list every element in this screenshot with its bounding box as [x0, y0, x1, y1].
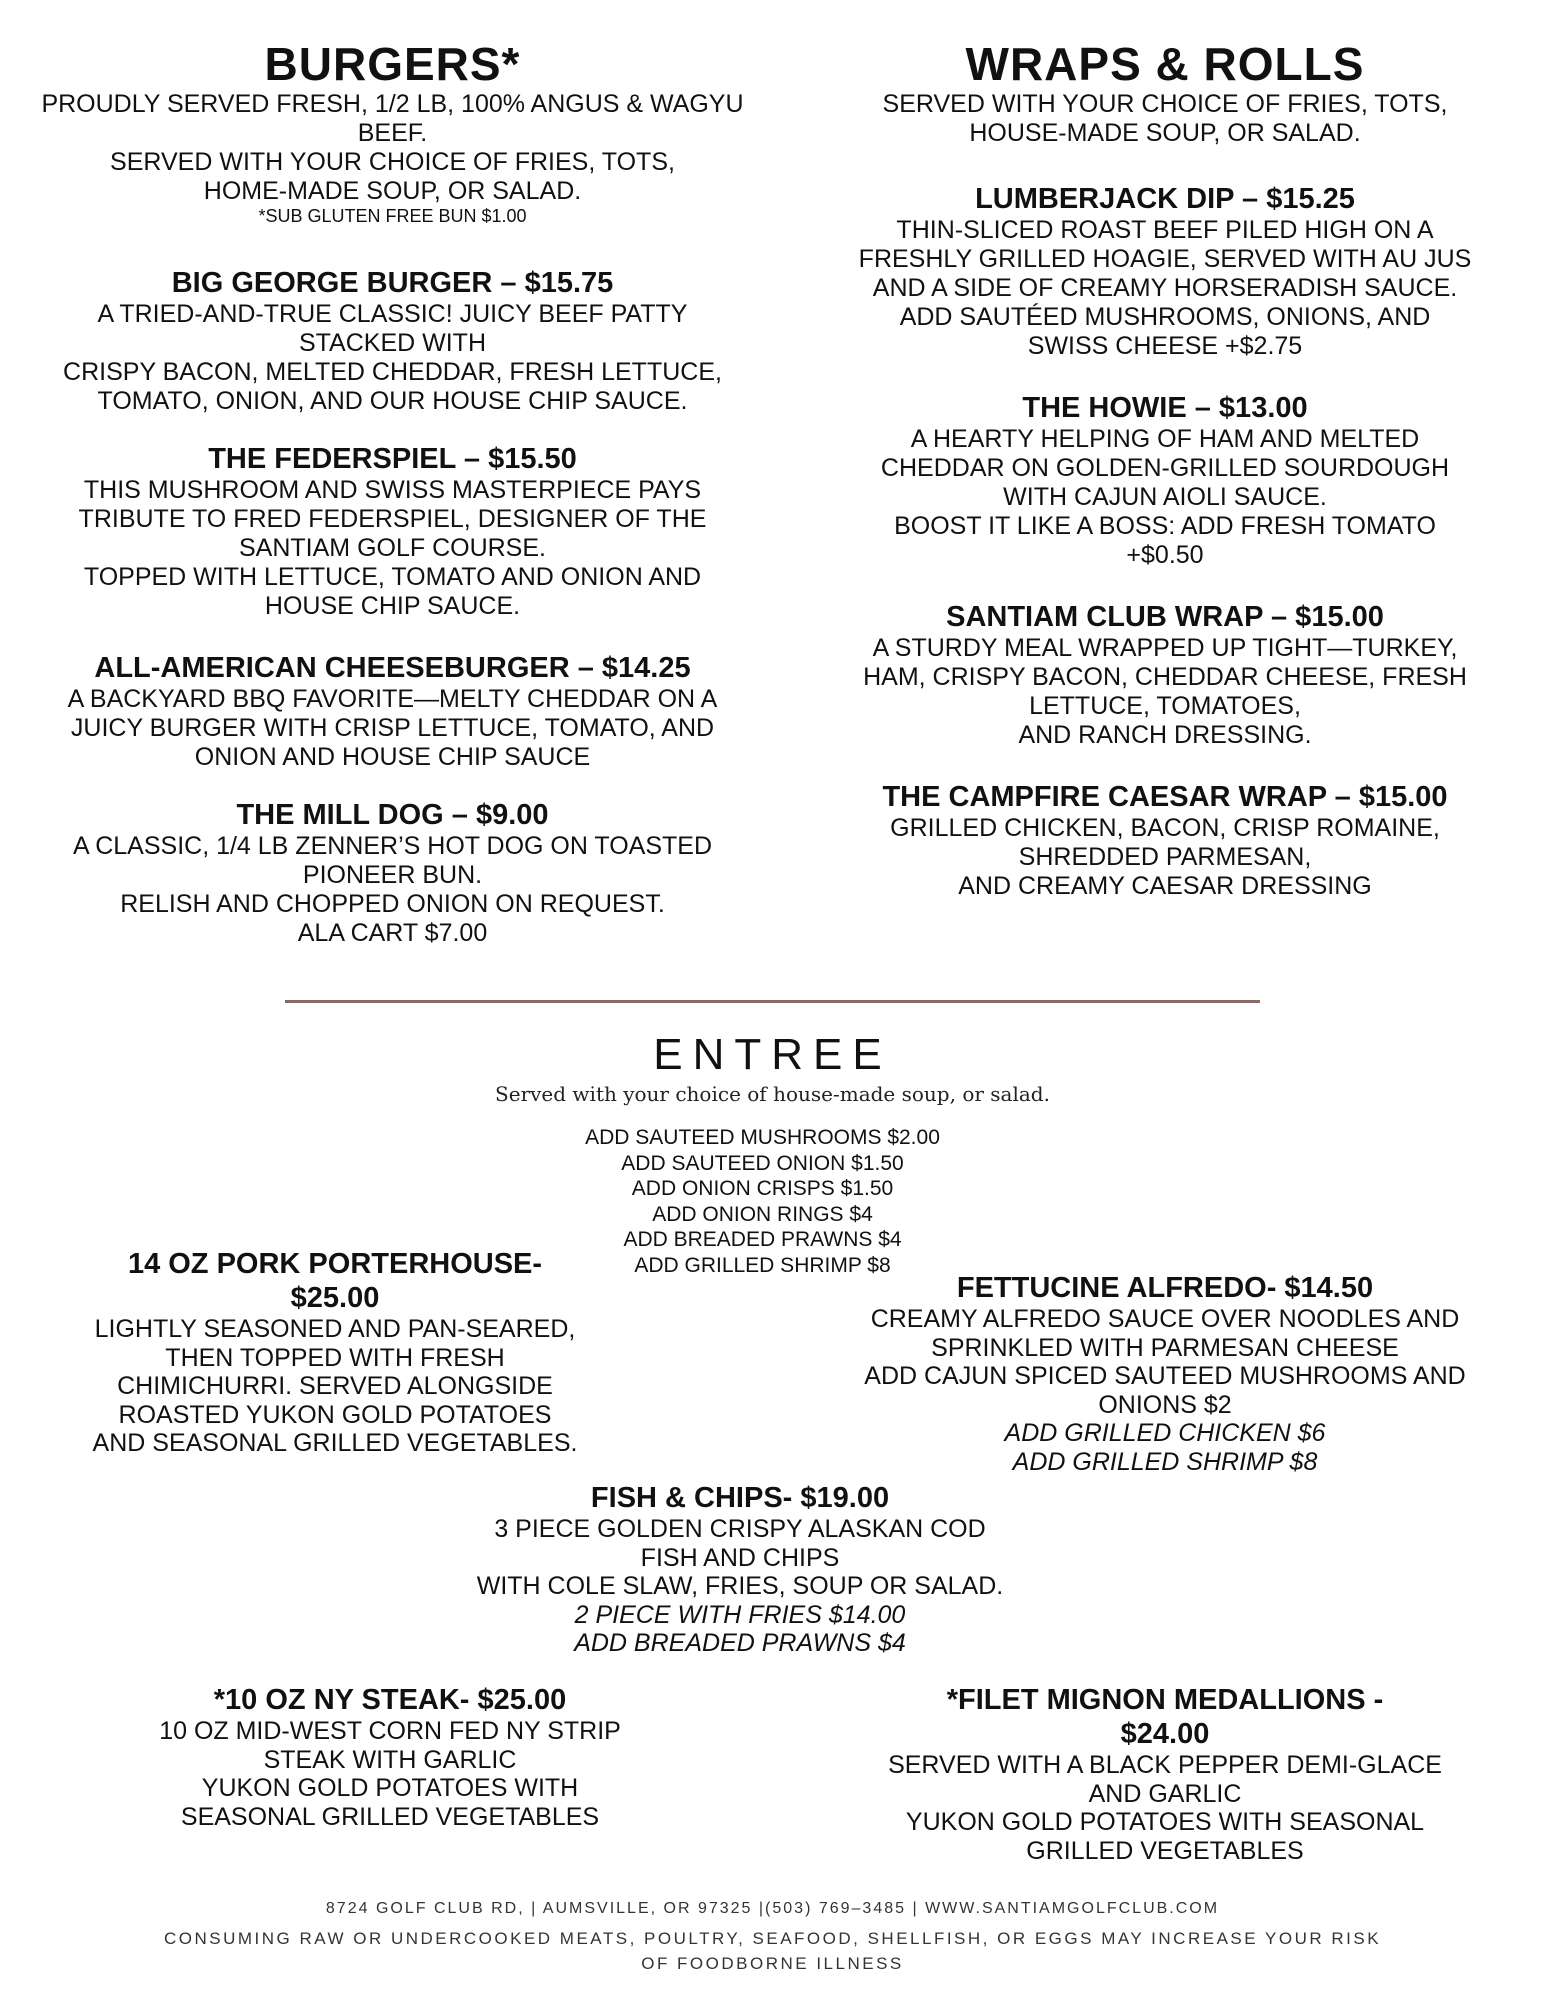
menu-item-campfire-caesar — [815, 780, 1515, 901]
addon-line: ADD SAUTEED ONION $1.50 — [621, 1151, 904, 1175]
wraps-title: WRAPS & ROLLS — [965, 38, 1365, 90]
menu-item-big-george — [10, 266, 775, 416]
menu-item-line: SPRINKLED WITH PARMESAN CHEESE — [931, 1333, 1399, 1362]
section-divider — [285, 1000, 1260, 1003]
menu-item-line: TRIBUTE TO FRED FEDERSPIEL, DESIGNER OF THE — [78, 505, 707, 533]
menu-item-line: JUICY BURGER WITH CRISP LETTUCE, TOMATO, AND — [70, 714, 715, 742]
menu-item-line: ADD SAUTÉED MUSHROOMS, ONIONS, AND — [899, 303, 1431, 331]
menu-item-line: THEN TOPPED WITH FRESH — [165, 1343, 505, 1372]
menu-item-addon: ADD BREADED PRAWNS $4 — [574, 1629, 906, 1657]
menu-item-line: HAM, CRISPY BACON, CHEDDAR CHEESE, FRESH — [863, 663, 1467, 691]
menu-item-line: 3 PIECE GOLDEN CRISPY ALASKAN COD — [494, 1515, 986, 1543]
wraps-intro-line: SERVED WITH YOUR CHOICE OF FRIES, TOTS, — [882, 90, 1448, 118]
menu-item-title: FISH & CHIPS- $19.00 — [590, 1482, 890, 1514]
menu-item-line: SHREDDED PARMESAN, — [1018, 843, 1312, 871]
menu-item-line: SERVED WITH A BLACK PEPPER DEMI-GLACE — [888, 1751, 1442, 1779]
menu-item-line: AND CREAMY CAESAR DRESSING — [958, 872, 1372, 900]
footer-warning-line: CONSUMING RAW OR UNDERCOOKED MEATS, POULTRY, SEAFOOD, SHELLFISH, OR EGGS MAY INCREASE YOUR RISK — [163, 1929, 1382, 1948]
menu-item-line: STACKED WITH — [298, 329, 487, 357]
burgers-intro-line: HOME-MADE SOUP, OR SALAD. — [203, 177, 582, 205]
entree-header — [0, 1030, 1545, 1108]
menu-item-federspiel — [10, 442, 775, 621]
menu-item-line: TOPPED WITH LETTUCE, TOMATO AND ONION AND — [83, 563, 702, 591]
footer-warning — [0, 1926, 1545, 1976]
menu-item-line: ALA CART $7.00 — [297, 919, 488, 947]
menu-item-line: AND RANCH DRESSING. — [1018, 721, 1312, 749]
menu-item-line: 10 OZ MID-WEST CORN FED NY STRIP — [159, 1717, 621, 1745]
burgers-intro-line: PROUDLY SERVED FRESH, 1/2 LB, 100% ANGUS & WAGYU — [41, 90, 744, 118]
menu-item-line: A HEARTY HELPING OF HAM AND MELTED — [910, 425, 1420, 453]
menu-item-line: ONIONS $2 — [1098, 1390, 1232, 1419]
menu-item-line: AND A SIDE OF CREAMY HORSERADISH SAUCE. — [872, 274, 1458, 302]
burgers-title: BURGERS* — [264, 38, 521, 90]
menu-item-line: WITH CAJUN AIOLI SAUCE. — [1003, 483, 1327, 511]
menu-item-mill-dog — [10, 798, 775, 948]
menu-item-line: THIN-SLICED ROAST BEEF PILED HIGH ON A — [896, 216, 1434, 244]
menu-item-price: $25.00 — [290, 1282, 380, 1314]
menu-item-title: LUMBERJACK DIP – $15.25 — [975, 183, 1355, 215]
entree-title: ENTREE — [653, 1030, 892, 1079]
menu-item-line: SANTIAM GOLF COURSE. — [239, 534, 546, 562]
wraps-section — [815, 38, 1515, 901]
menu-item-line: TOMATO, ONION, AND OUR HOUSE CHIP SAUCE. — [97, 387, 688, 415]
menu-item-line: CHEDDAR ON GOLDEN-GRILLED SOURDOUGH — [880, 454, 1450, 482]
menu-item-title: BIG GEORGE BURGER – $15.75 — [171, 267, 614, 299]
burgers-intro-line: SERVED WITH YOUR CHOICE OF FRIES, TOTS, — [110, 148, 675, 176]
menu-item-addon: ADD GRILLED CHICKEN $6 — [1004, 1419, 1326, 1447]
menu-item-line: A CLASSIC, 1/4 LB ZENNER’S HOT DOG ON TOASTED — [72, 832, 713, 860]
menu-item-title: *FILET MIGNON MEDALLIONS - — [946, 1684, 1384, 1716]
menu-item-line: +$0.50 — [1126, 541, 1204, 569]
menu-item-line: GRILLED CHICKEN, BACON, CRISP ROMAINE, — [890, 814, 1440, 842]
menu-item-line: FRESHLY GRILLED HOAGIE, SERVED WITH AU JUS — [858, 245, 1472, 273]
menu-item-line: ADD CAJUN SPICED SAUTEED MUSHROOMS AND — [864, 1362, 1466, 1390]
menu-item-line: ROASTED YUKON GOLD POTATOES — [118, 1400, 552, 1429]
menu-item-line: SEASONAL GRILLED VEGETABLES — [180, 1802, 600, 1831]
addon-line: ADD SAUTEED MUSHROOMS $2.00 — [585, 1126, 940, 1149]
menu-item-fettucine-alfredo — [815, 1271, 1515, 1476]
menu-item-pork-porterhouse — [70, 1247, 600, 1458]
menu-item-fish-and-chips — [440, 1481, 1040, 1658]
menu-item-title: THE CAMPFIRE CAESAR WRAP – $15.00 — [882, 781, 1448, 813]
menu-item-title: THE HOWIE – $13.00 — [1022, 392, 1308, 424]
menu-item-addon: 2 PIECE WITH FRIES $14.00 — [574, 1600, 906, 1629]
menu-item-line: PIONEER BUN. — [302, 861, 483, 889]
menu-item-line: GRILLED VEGETABLES — [1026, 1836, 1304, 1865]
menu-item-line: THIS MUSHROOM AND SWISS MASTERPIECE PAYS — [83, 476, 702, 504]
menu-item-title: *10 OZ NY STEAK- $25.00 — [213, 1684, 567, 1716]
menu-item-line: LETTUCE, TOMATOES, — [1029, 692, 1301, 720]
menu-item-line: CRISPY BACON, MELTED CHEDDAR, FRESH LETTUCE, — [63, 358, 722, 386]
menu-item-line: CHIMICHURRI. SERVED ALONGSIDE — [117, 1372, 553, 1400]
menu-item-line: A BACKYARD BBQ FAVORITE—MELTY CHEDDAR ON A — [67, 685, 718, 713]
menu-item-santiam-club-wrap — [815, 600, 1515, 750]
menu-item-all-american — [10, 651, 775, 772]
menu-item-ny-steak — [120, 1683, 660, 1831]
menu-item-line: SWISS CHEESE +$2.75 — [1027, 332, 1303, 360]
menu-item-line: CREAMY ALFREDO SAUCE OVER NOODLES AND — [870, 1305, 1460, 1333]
menu-item-line: RELISH AND CHOPPED ONION ON REQUEST. — [120, 890, 665, 918]
menu-item-addon: ADD GRILLED SHRIMP $8 — [1012, 1447, 1318, 1476]
menu-item-filet-mignon — [815, 1683, 1515, 1865]
entree-subtitle: Served with your choice of house-made soup, or salad. — [495, 1082, 1050, 1106]
menu-item-line: STEAK WITH GARLIC — [263, 1745, 517, 1774]
wraps-intro-line: HOUSE-MADE SOUP, OR SALAD. — [969, 119, 1361, 147]
menu-item-title: ALL-AMERICAN CHEESEBURGER – $14.25 — [94, 652, 691, 684]
menu-item-title: 14 OZ PORK PORTERHOUSE- — [127, 1248, 543, 1280]
menu-item-title: FETTUCINE ALFREDO- $14.50 — [956, 1272, 1374, 1304]
menu-item-line: ONION AND HOUSE CHIP SAUCE — [194, 743, 591, 771]
menu-item-title: THE FEDERSPIEL – $15.50 — [208, 443, 577, 475]
menu-item-line: WITH COLE SLAW, FRIES, SOUP OR SALAD. — [476, 1572, 1004, 1600]
gluten-free-note: *SUB GLUTEN FREE BUN $1.00 — [258, 206, 527, 226]
menu-item-line: A STURDY MEAL WRAPPED UP TIGHT—TURKEY, — [872, 634, 1458, 662]
menu-item-line: AND GARLIC — [1088, 1779, 1242, 1808]
footer — [0, 1898, 1545, 1976]
menu-item-line: LIGHTLY SEASONED AND PAN-SEARED, — [94, 1315, 576, 1343]
menu-item-lumberjack-dip — [815, 182, 1515, 361]
menu-item-title: THE MILL DOG – $9.00 — [236, 799, 549, 831]
footer-address: 8724 GOLF CLUB RD, | AUMSVILLE, OR 97325 |(503) 769–3485 | WWW.SANTIAMGOLFCLUB.COM — [325, 1900, 1220, 1917]
menu-item-line: A TRIED-AND-TRUE CLASSIC! JUICY BEEF PATTY — [97, 300, 688, 328]
menu-item-line: FISH AND CHIPS — [640, 1543, 840, 1572]
menu-item-line: BOOST IT LIKE A BOSS: ADD FRESH TOMATO — [894, 512, 1436, 540]
menu-item-title: SANTIAM CLUB WRAP – $15.00 — [946, 601, 1384, 633]
menu-item-line: YUKON GOLD POTATOES WITH SEASONAL — [905, 1808, 1425, 1836]
menu-item-line: HOUSE CHIP SAUCE. — [264, 592, 521, 620]
addon-line: ADD ONION RINGS $4 — [652, 1202, 873, 1226]
addon-line: ADD GRILLED SHRIMP $8 — [634, 1253, 891, 1277]
footer-warning-line: OF FOODBORNE ILLNESS — [641, 1954, 904, 1973]
addon-line: ADD ONION CRISPS $1.50 — [631, 1177, 894, 1200]
menu-item-price: $24.00 — [1120, 1718, 1210, 1750]
menu-item-howie — [815, 391, 1515, 570]
menu-item-line: YUKON GOLD POTATOES WITH — [201, 1774, 579, 1802]
burgers-intro-line: BEEF. — [357, 119, 428, 147]
menu-item-line: AND SEASONAL GRILLED VEGETABLES. — [92, 1429, 578, 1457]
burgers-section — [10, 38, 775, 948]
addon-line: ADD BREADED PRAWNS $4 — [623, 1228, 902, 1251]
